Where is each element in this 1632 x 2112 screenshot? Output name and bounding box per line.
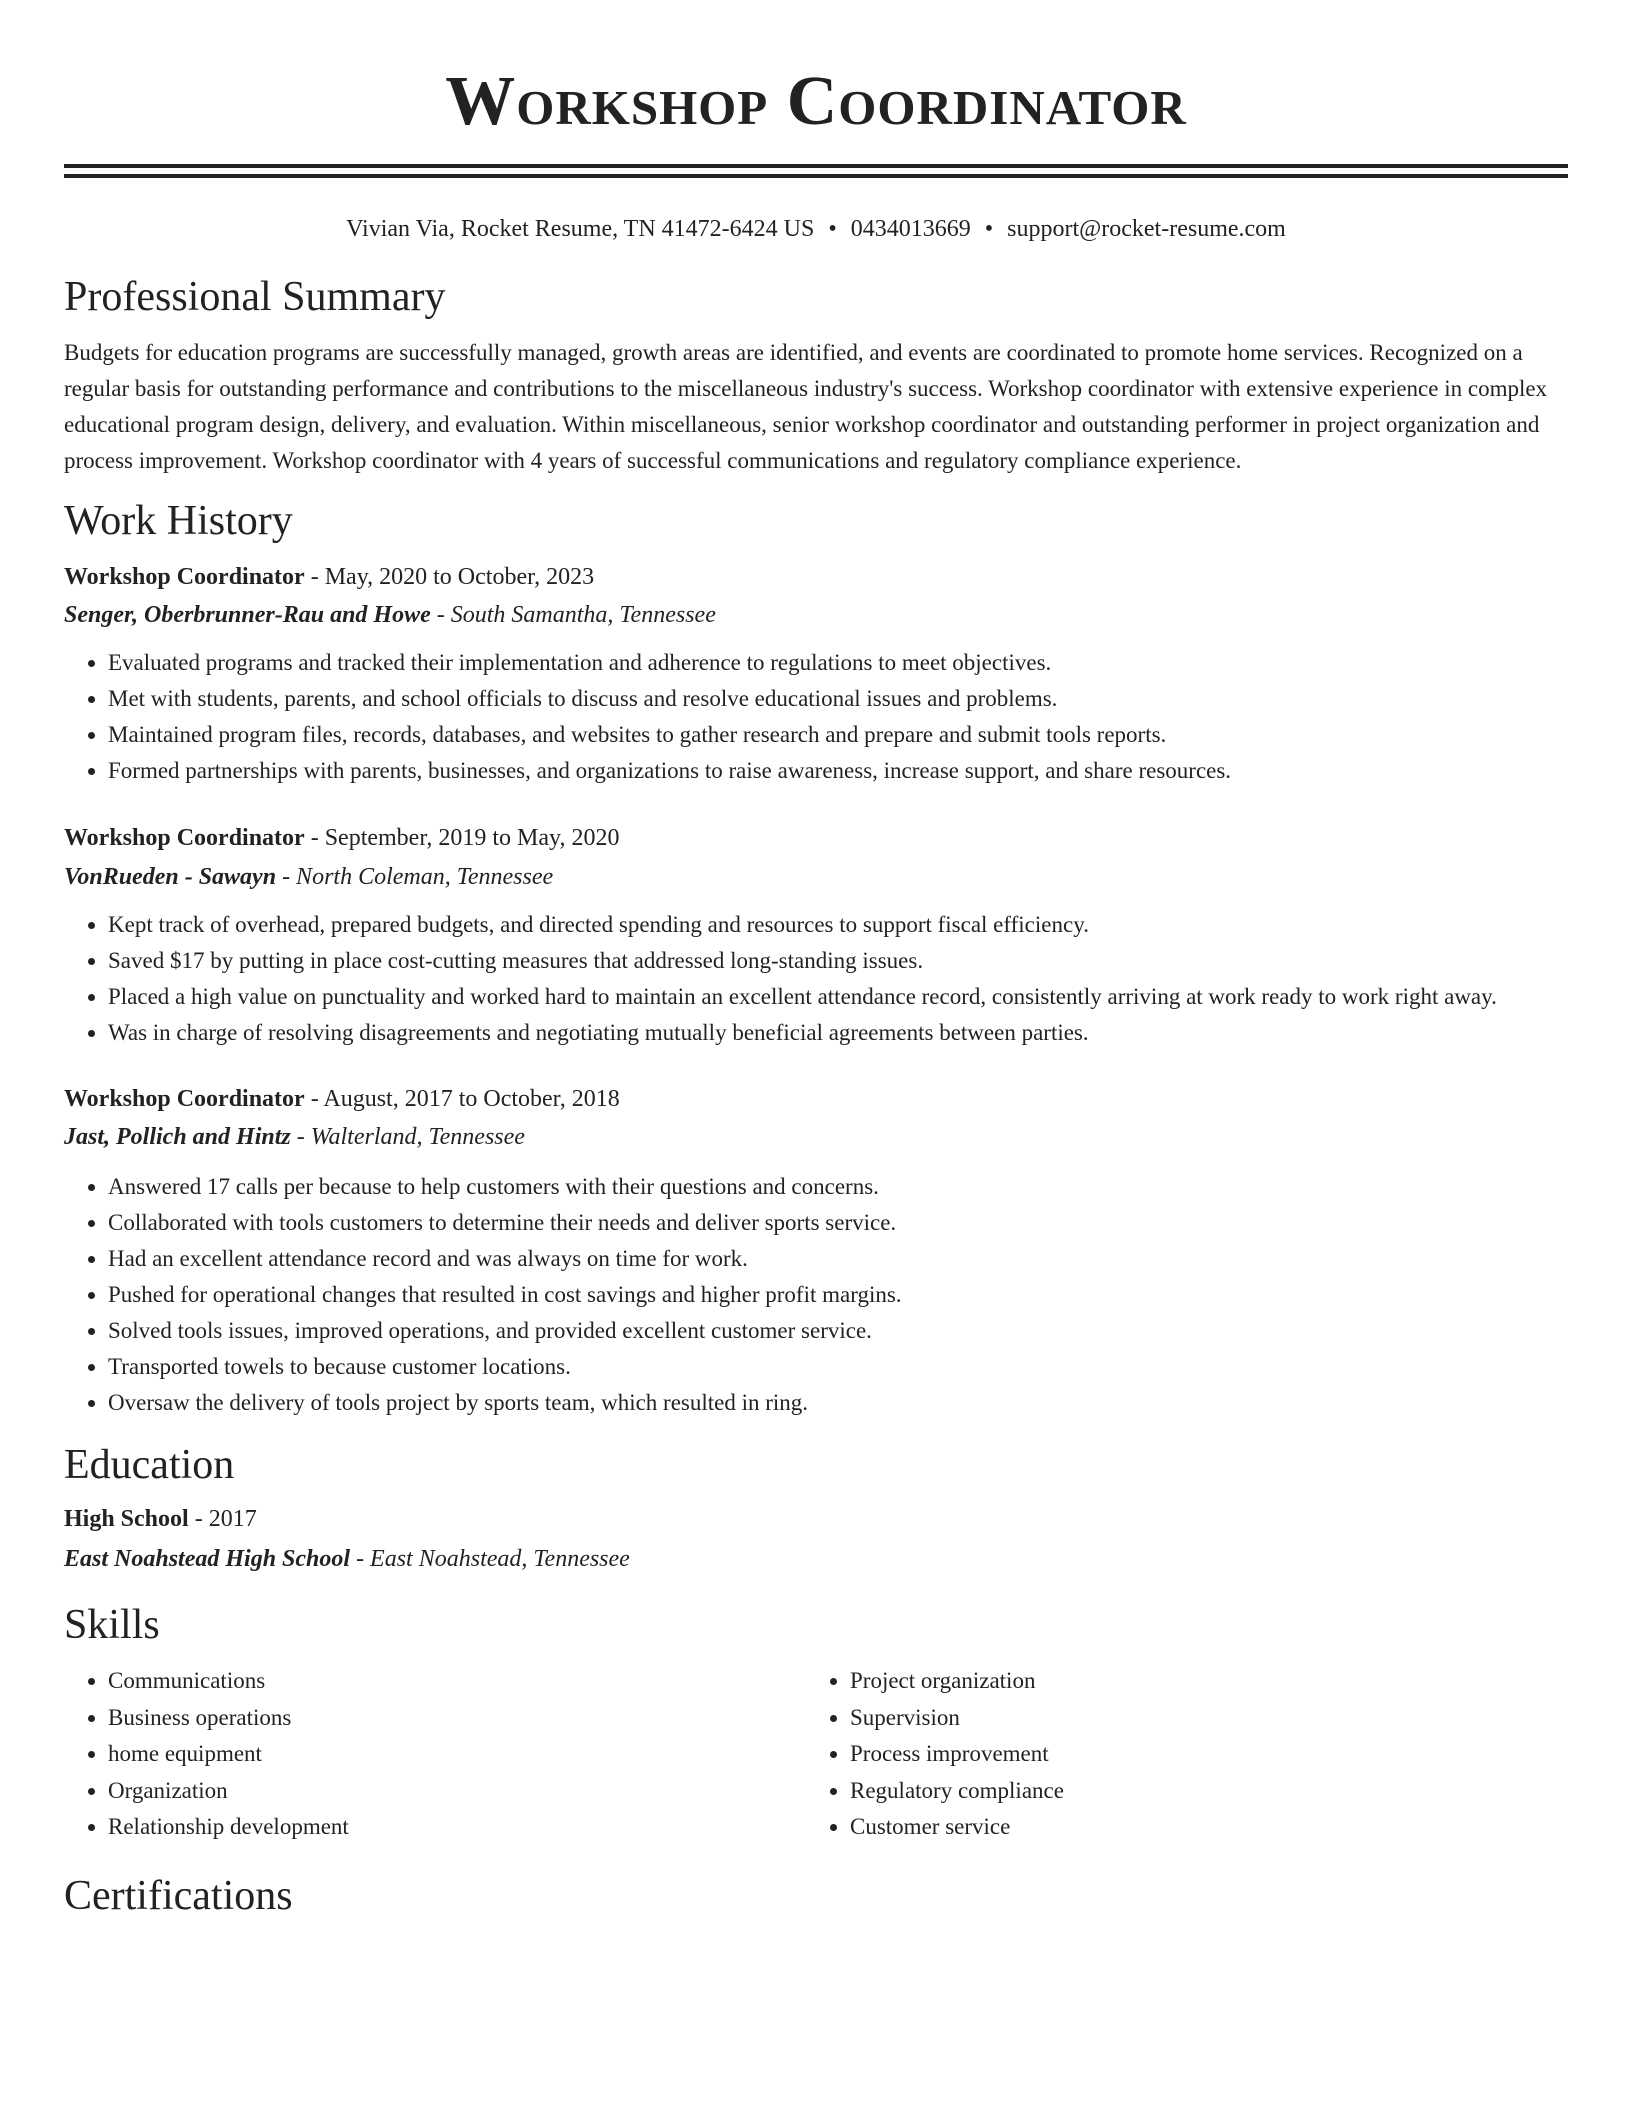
job-bullet: • Formed partnerships with parents, businesses, and organizations to raise awareness, increase support, and share resources. <box>108 753 1568 789</box>
skills-grid <box>64 1663 1568 1846</box>
job-dates: - September, 2019 to May, 2020 <box>304 825 620 851</box>
skill-item: • Communications <box>108 1663 806 1700</box>
job-bullets <box>64 1169 1568 1421</box>
job-location: - South Samantha, Tennessee <box>430 602 716 628</box>
job-dates: - May, 2020 to October, 2023 <box>304 564 595 590</box>
job-role: Workshop Coordinator <box>64 825 305 851</box>
job-entry <box>64 1083 1568 1421</box>
skill-item: • Customer service <box>850 1809 1548 1846</box>
job-bullet: • Had an excellent attendance record and was always on time for work. <box>108 1241 1568 1277</box>
contact-line <box>64 213 1568 245</box>
skill-item: • Process improvement <box>850 1736 1548 1773</box>
education-school-line <box>64 1543 1568 1575</box>
job-bullet: • Pushed for operational changes that resulted in cost savings and higher profit margins. <box>108 1277 1568 1313</box>
contact-email: support@rocket-resume.com <box>1007 216 1286 242</box>
education-school: East Noahstead High School <box>64 1546 351 1572</box>
job-bullet: • Kept track of overhead, prepared budgets, and directed spending and resources to support fiscal efficiency. <box>108 907 1568 943</box>
job-title-line <box>64 1083 1568 1115</box>
job-title-line <box>64 561 1568 593</box>
education-entry <box>64 1503 1568 1575</box>
job-bullet: • Met with students, parents, and school officials to discuss and resolve educational issues and problems. <box>108 681 1568 717</box>
contact-separator: • <box>984 216 994 242</box>
skill-item: • Relationship development <box>108 1809 806 1846</box>
job-bullet: • Maintained program files, records, databases, and websites to gather research and prepare and submit tools reports. <box>108 717 1568 753</box>
job-location: - Walterland, Tennessee <box>290 1124 525 1150</box>
work-history-heading: Work History <box>64 498 293 544</box>
title-divider-top <box>64 164 1568 168</box>
job-bullets <box>64 645 1568 789</box>
contact-separator: • <box>828 216 837 242</box>
education-year: - 2017 <box>188 1506 257 1532</box>
skills-list <box>64 1663 806 1846</box>
contact-phone: 0434013669 <box>850 216 971 242</box>
job-bullet: • Answered 17 calls per because to help customers with their questions and concerns. <box>108 1169 1568 1205</box>
skills-column-right <box>806 1663 1548 1846</box>
job-company-line <box>64 1121 1568 1153</box>
contact-address: Vivian Via, Rocket Resume, TN 41472-6424 US <box>346 216 815 242</box>
certifications-heading: Certifications <box>64 1872 293 1919</box>
job-bullet: • Was in charge of resolving disagreements and negotiating mutually beneficial agreements between parties. <box>108 1015 1568 1051</box>
job-bullets <box>64 907 1568 1051</box>
summary-heading: Professional Summary <box>64 274 446 320</box>
job-bullet: • Transported towels to because customer locations. <box>108 1349 1568 1385</box>
education-heading: Education <box>64 1442 235 1488</box>
job-entry <box>64 561 1568 789</box>
job-title-line <box>64 822 1568 854</box>
skill-item: • Organization <box>108 1773 806 1810</box>
job-location: - North Coleman, Tennessee <box>276 864 554 890</box>
job-company: VonRueden - Sawayn <box>64 864 277 890</box>
title-divider-bottom <box>64 174 1568 178</box>
education-degree: High School <box>64 1506 189 1532</box>
resume-title: Workshop Coordinator <box>445 63 1187 140</box>
skill-item: • Project organization <box>850 1663 1548 1700</box>
job-company: Jast, Pollich and Hintz <box>64 1124 291 1150</box>
job-company-line <box>64 861 1568 893</box>
skills-column-left <box>64 1663 806 1846</box>
job-company: Senger, Oberbrunner-Rau and Howe <box>64 602 431 628</box>
job-dates: - August, 2017 to October, 2018 <box>304 1086 620 1112</box>
skill-item: • home equipment <box>108 1736 806 1773</box>
education-location: - East Noahstead, Tennessee <box>350 1546 630 1572</box>
skill-item: • Supervision <box>850 1700 1548 1737</box>
summary-text: Budgets for education programs are successfully managed, growth areas are identified, and events are coordinated to promote home services. Recognized on a regular basis for outstanding performance and contributions to the miscellaneous industry's success. Workshop coordinator with extensive experience in complex educational program design, delivery, and evaluation. Within miscellaneous, senior workshop coordinator and outstanding performer in project organization and process improvement. Workshop coordinator with 4 years of successful communications and regulatory compliance experience. <box>64 340 1548 473</box>
skill-item: • Business operations <box>108 1700 806 1737</box>
job-company-line <box>64 599 1568 631</box>
education-degree-line <box>64 1503 1568 1535</box>
skills-heading: Skills <box>64 1602 160 1648</box>
job-bullet: • Oversaw the delivery of tools project by sports team, which resulted in ring. <box>108 1385 1568 1421</box>
skills-list <box>806 1663 1548 1846</box>
job-role: Workshop Coordinator <box>64 564 305 590</box>
job-entry <box>64 822 1568 1051</box>
job-bullet: • Collaborated with tools customers to determine their needs and deliver sports service. <box>108 1205 1568 1241</box>
job-bullet: • Solved tools issues, improved operations, and provided excellent customer service. <box>108 1313 1568 1349</box>
job-role: Workshop Coordinator <box>64 1086 305 1112</box>
job-bullet: • Evaluated programs and tracked their implementation and adherence to regulations to meet objectives. <box>108 645 1568 681</box>
job-bullet: • Placed a high value on punctuality and worked hard to maintain an excellent attendance record, consistently arriving at work ready to work right away. <box>108 979 1568 1015</box>
job-bullet: • Saved $17 by putting in place cost-cutting measures that addressed long-standing issues. <box>108 943 1568 979</box>
skill-item: • Regulatory compliance <box>850 1773 1548 1810</box>
